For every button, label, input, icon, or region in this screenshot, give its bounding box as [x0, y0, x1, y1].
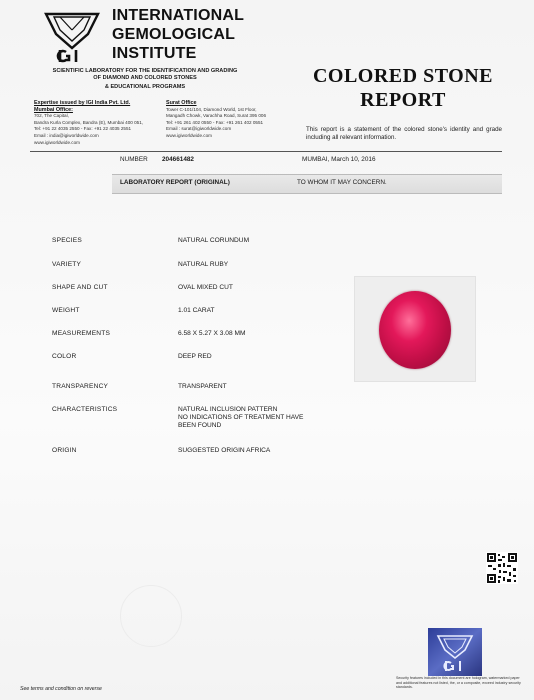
field-value-origin: SUGGESTED ORIGIN AFRICA [178, 447, 271, 454]
surat-line-4: Email : surat@igiworldwide.com [166, 126, 232, 132]
field-value-transparency: TRANSPARENT [178, 383, 227, 390]
report-title-line-1: COLORED STONE [312, 65, 494, 87]
igi-diamond-logo-icon [40, 8, 104, 64]
watermark-seal [120, 585, 182, 647]
mumbai-office-label: Mumbai Office: [34, 106, 73, 113]
ruby-gem-image [379, 291, 451, 369]
field-label-characteristics: CHARACTERISTICS [52, 406, 118, 413]
report-title-line-2: REPORT [360, 89, 446, 111]
lab-description [30, 68, 260, 82]
to-whom-line: TO WHOM IT MAY CONCERN. [297, 179, 387, 186]
expertise-line: Expertise issued by IGI India Pvt. Ltd. [34, 100, 131, 106]
field-label-shape: SHAPE AND CUT [52, 284, 108, 291]
mumbai-line-2: Bandra Kurla Complex, Bandra (E), Mumbai 400 051, [34, 119, 144, 125]
qr-code-icon [486, 552, 518, 584]
institute-line-2: GEMOLOGICAL [112, 26, 236, 43]
stone-photo [354, 276, 476, 382]
mumbai-address [34, 100, 154, 146]
mumbai-line-3: Tel: +91 22 4035 2550 - Fax: +91 22 4035 2551 [34, 126, 132, 132]
lab-line-1: SCIENTIFIC LABORATORY FOR THE IDENTIFICATION AND GRADING [52, 68, 238, 74]
surat-line-3: Tel: +91 261 402 0550 - Fax: +91 261 402 0551 [166, 119, 264, 125]
field-value-measurements: 6.58 X 5.27 X 3.08 MM [178, 330, 246, 337]
surat-office-label: Surat Office [166, 100, 197, 106]
surat-address [166, 100, 296, 140]
surat-line-2: Mangadh Chowk, Varachha Road, Surat 395 006 [166, 113, 267, 119]
mumbai-line-5: www.igiworldwide.com [34, 139, 80, 145]
institute-line-1: INTERNATIONAL [112, 7, 245, 24]
field-label-variety: VARIETY [52, 261, 82, 268]
number-label: NUMBER [120, 156, 148, 163]
field-label-origin: ORIGIN [52, 447, 77, 454]
number-value: 204661482 [162, 156, 194, 163]
field-value-variety: NATURAL RUBY [178, 261, 229, 268]
security-note: Security features included in this document are hologram, watermarked paper and additional features not listed, the, or a composite, exceed industry security standards. [396, 676, 521, 690]
field-value-shape: OVAL MIXED CUT [178, 284, 233, 291]
lab-report-label: LABORATORY REPORT (ORIGINAL) [120, 179, 230, 186]
header-divider [30, 151, 502, 152]
field-label-species: SPECIES [52, 237, 82, 244]
lab-line-2: OF DIAMOND AND COLORED STONES [93, 75, 197, 81]
igi-hologram-seal-icon [428, 628, 482, 676]
terms-note: See terms and condition on reverse [20, 686, 102, 692]
field-label-color: COLOR [52, 353, 77, 360]
institute-line-3: INSTITUTE [112, 45, 197, 62]
field-label-measurements: MEASUREMENTS [52, 330, 111, 337]
mumbai-line-1: 702, The Capital, [34, 113, 69, 119]
field-value-color: DEEP RED [178, 353, 212, 360]
report-title [298, 64, 508, 112]
field-value-characteristics: NATURAL INCLUSION PATTERN NO INDICATIONS OF TREATMENT HAVE BEEN FOUND [178, 406, 304, 429]
surat-line-1: Tower C-101/104, Diamond World, 1st Floor, [166, 106, 257, 112]
field-value-species: NATURAL CORUNDUM [178, 237, 250, 244]
mumbai-line-4: Email : india@igiworldwide.com [34, 132, 99, 138]
report-intro: This report is a statement of the colored stone's identity and grade including all relevant information. [306, 126, 502, 141]
surat-line-5: www.igiworldwide.com [166, 132, 212, 138]
field-label-weight: WEIGHT [52, 307, 80, 314]
report-date: MUMBAI, March 10, 2016 [302, 156, 376, 163]
institute-name [112, 6, 244, 63]
field-label-transparency: TRANSPARENCY [52, 383, 109, 390]
lab-line-3: & EDUCATIONAL PROGRAMS [104, 84, 186, 90]
field-value-weight: 1.01 CARAT [178, 307, 215, 314]
